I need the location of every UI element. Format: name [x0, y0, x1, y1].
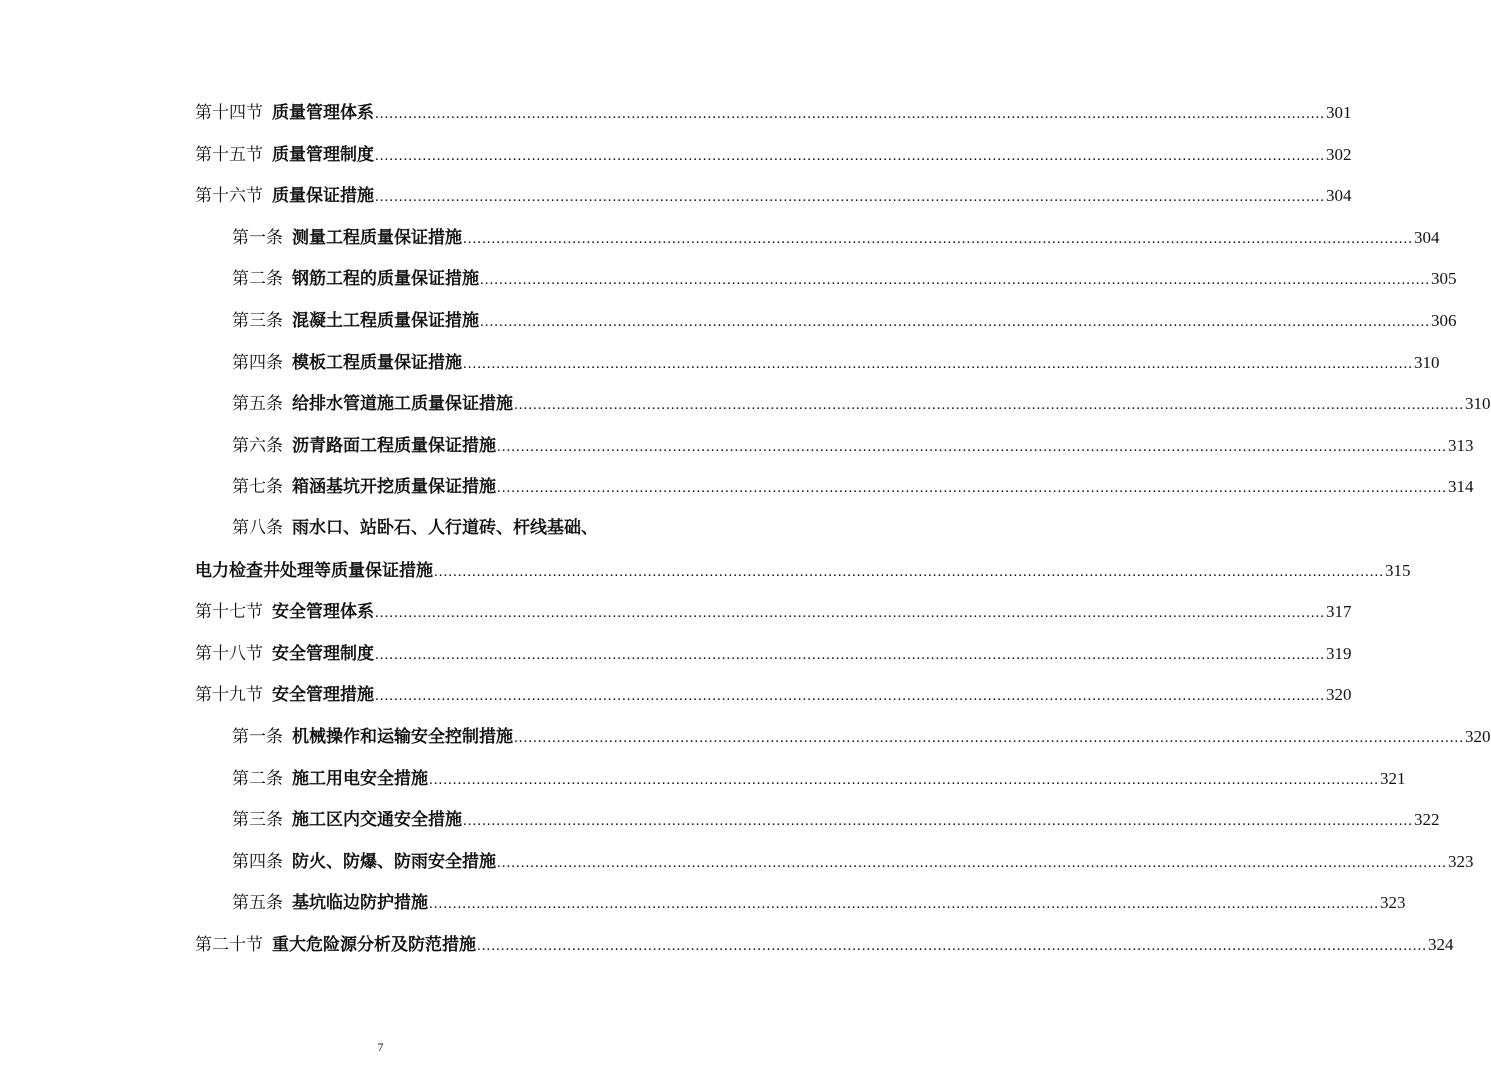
toc-entry-page: 320 — [1465, 726, 1491, 746]
toc-entry-page: 304 — [1326, 186, 1352, 206]
toc-entry-title: 重大危险源分析及防范措施 — [272, 934, 476, 955]
toc-entry-number: 第七条 — [232, 477, 283, 498]
toc-entry-title: 防火、防爆、防雨安全措施 — [292, 851, 496, 872]
toc-entry-number: 第八条 — [232, 517, 283, 538]
toc-entry-page: 320 — [1326, 685, 1352, 705]
toc-entry-title: 基坑临边防护措施 — [292, 893, 428, 914]
toc-entry-title: 混凝土工程质量保证措施 — [292, 310, 479, 331]
toc-leader-dots: ........................................................................................................................................................................................................ — [429, 771, 1379, 788]
toc-entry-number: 第二条 — [232, 768, 283, 789]
toc-entry[interactable] — [195, 383, 1491, 425]
toc-entry-title: 箱涵基坑开挖质量保证措施 — [292, 477, 496, 498]
toc-entry-number: 第十七节 — [195, 602, 263, 623]
toc-entry-page: 322 — [1414, 810, 1440, 830]
toc-entry-number: 第一条 — [232, 227, 283, 248]
toc-entry-number: 第三条 — [232, 810, 283, 831]
toc-entry[interactable] — [195, 633, 1352, 675]
toc-leader-dots: ........................................................................................................................................................................................................ — [477, 937, 1427, 954]
toc-entry-title: 施工用电安全措施 — [292, 768, 428, 789]
toc-entry-page: 310 — [1465, 394, 1491, 414]
toc-entry-title: 钢筋工程的质量保证措施 — [292, 269, 479, 290]
toc-entry-page: 315 — [1385, 560, 1411, 580]
toc-entry-title: 沥青路面工程质量保证措施 — [292, 435, 496, 456]
toc-entry-title: 测量工程质量保证措施 — [292, 227, 462, 248]
toc-entry-title: 安全管理措施 — [272, 685, 374, 706]
toc-entry-page: 305 — [1431, 269, 1457, 289]
toc-entry[interactable] — [195, 550, 1411, 592]
toc-entry[interactable] — [195, 175, 1352, 217]
toc-entry-title: 安全管理制度 — [272, 643, 374, 664]
toc-entry-page: 319 — [1326, 643, 1352, 663]
toc-entry-title: 质量管理制度 — [272, 144, 374, 165]
toc-entry-number: 第六条 — [232, 435, 283, 456]
toc-entry-page: 324 — [1428, 934, 1454, 954]
toc-entry[interactable] — [195, 882, 1406, 924]
toc-entry-number: 第五条 — [232, 893, 283, 914]
toc-entry[interactable] — [195, 758, 1406, 800]
toc-entry[interactable] — [195, 924, 1454, 966]
page-number: 7 — [377, 1040, 384, 1054]
toc-entry[interactable] — [195, 342, 1440, 384]
toc-entry-page: 314 — [1448, 477, 1474, 497]
toc-entry-page: 302 — [1326, 144, 1352, 164]
toc-leader-dots: ........................................................................................................................................................................................................ — [375, 106, 1325, 122]
toc-entry-page: 306 — [1431, 310, 1457, 330]
toc-entry[interactable] — [195, 716, 1491, 758]
toc-entry-number: 第二条 — [232, 269, 283, 290]
toc-leader-dots: ........................................................................................................................................................................................................ — [434, 563, 1384, 580]
toc-leader-dots: ........................................................................................................................................................................................................ — [514, 729, 1464, 746]
toc-leader-dots: ........................................................................................................................................................................................................ — [375, 688, 1325, 705]
toc-leader-dots: ........................................................................................................................................................................................................ — [463, 813, 1413, 830]
toc-entry-title: 质量管理体系 — [272, 103, 374, 123]
toc-leader-dots: ........................................................................................................................................................................................................ — [375, 605, 1325, 622]
toc-leader-dots: ........................................................................................................................................................................................................ — [429, 896, 1379, 913]
toc-entry[interactable] — [195, 799, 1440, 841]
toc-entry[interactable] — [195, 841, 1474, 883]
toc-leader-dots: ........................................................................................................................................................................................................ — [463, 230, 1413, 247]
toc-entry-title: 给排水管道施工质量保证措施 — [292, 394, 513, 415]
toc-entry[interactable] — [195, 300, 1457, 342]
toc-leader-dots: ........................................................................................................................................................................................................ — [375, 147, 1325, 164]
toc-entry[interactable] — [195, 674, 1352, 716]
toc-leader-dots: ........................................................................................................................................................................................................ — [375, 189, 1325, 206]
toc-entry[interactable] — [195, 425, 1474, 467]
toc-entry-number: 第十八节 — [195, 643, 263, 664]
toc-entry-page: 310 — [1414, 352, 1440, 372]
toc-entry-number: 第十九节 — [195, 685, 263, 706]
toc-entry-title: 安全管理体系 — [272, 602, 374, 623]
toc-entry[interactable] — [195, 134, 1352, 176]
toc-entry-page: 313 — [1448, 435, 1474, 455]
toc-leader-dots: ........................................................................................................................................................................................................ — [514, 397, 1464, 414]
toc-entry-page: 317 — [1326, 602, 1352, 622]
toc-leader-dots: ........................................................................................................................................................................................................ — [480, 272, 1430, 289]
toc-entry-number: 第二十节 — [195, 934, 263, 955]
toc-entry[interactable] — [195, 591, 1352, 633]
toc-leader-dots: ........................................................................................................................................................................................................ — [497, 480, 1447, 497]
toc-entry[interactable] — [195, 217, 1440, 259]
toc-entry-page: 304 — [1414, 227, 1440, 247]
toc-entry-number: 第十四节 — [195, 103, 263, 123]
toc-entry-number: 第三条 — [232, 310, 283, 331]
toc-leader-dots: ........................................................................................................................................................................................................ — [463, 355, 1413, 372]
toc-leader-dots: ........................................................................................................................................................................................................ — [480, 313, 1430, 330]
toc-entry-title: 机械操作和运输安全控制措施 — [292, 726, 513, 747]
toc-entry-page: 323 — [1448, 851, 1474, 871]
table-of-contents — [195, 92, 1491, 965]
toc-entry-title: 施工区内交通安全措施 — [292, 810, 462, 831]
toc-leader-dots: ........................................................................................................................................................................................................ — [375, 646, 1325, 663]
toc-entry-number: 第十六节 — [195, 186, 263, 207]
toc-entry-page: 323 — [1380, 893, 1406, 913]
toc-leader-dots: ........................................................................................................................................................................................................ — [497, 438, 1447, 455]
toc-entry[interactable] — [195, 508, 639, 550]
toc-entry-title: 模板工程质量保证措施 — [292, 352, 462, 373]
toc-entry-page: 321 — [1380, 768, 1406, 788]
toc-entry-number: 第四条 — [232, 352, 283, 373]
toc-entry-title: 电力检查井处理等质量保证措施 — [195, 560, 433, 581]
toc-entry-title: 质量保证措施 — [272, 186, 374, 207]
toc-leader-dots: ........................................................................................................................................................................................................ — [497, 854, 1447, 871]
toc-entry-title: 雨水口、站卧石、人行道砖、杆线基础、 — [292, 517, 598, 538]
toc-entry-number: 第四条 — [232, 851, 283, 872]
toc-entry[interactable] — [195, 466, 1474, 508]
toc-entry-number: 第十五节 — [195, 144, 263, 165]
toc-entry[interactable] — [195, 92, 1352, 134]
toc-entry-page: 301 — [1326, 103, 1352, 122]
toc-entry[interactable] — [195, 258, 1457, 300]
toc-entry-number: 第一条 — [232, 726, 283, 747]
toc-entry-number: 第五条 — [232, 394, 283, 415]
